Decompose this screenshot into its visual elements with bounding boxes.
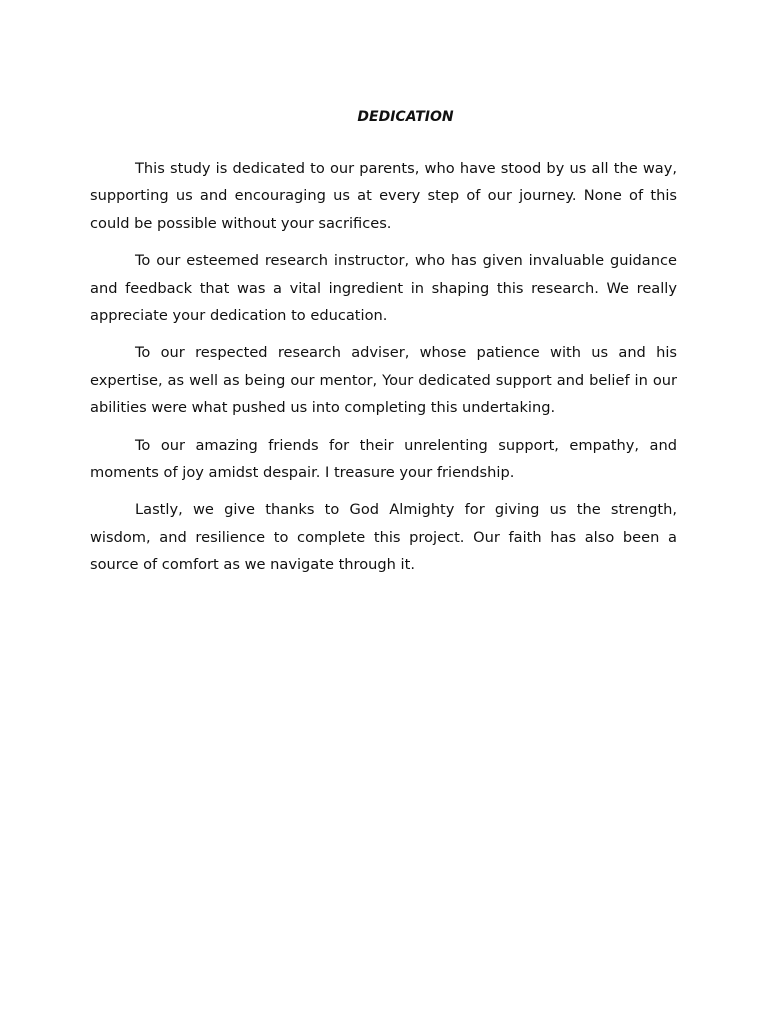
paragraph-god: Lastly, we give thanks to God Almighty for giving us the strength, wisdom, and resilience to complete this project. Our faith has also been a source of comfort as we navigate through it. [90, 501, 677, 574]
paragraph-adviser: To our respected research adviser, whose patience with us and his expertise, as well as being our mentor, Your dedicated support and belief in our abilities were what pushed us into completing this undertaking. [90, 344, 677, 417]
paragraph-parents: This study is dedicated to our parents, who have stood by us all the way, supporting us and encouraging us at every step of our journey. None of this could be possible without your sacrifices. [90, 160, 677, 232]
paragraph-friends: To our amazing friends for their unrelenting support, empathy, and moments of joy amidst despair. I treasure your friendship. [90, 436, 677, 482]
page-title: DEDICATION [357, 109, 454, 125]
paragraph-instructor: To our esteemed research instructor, who has given invaluable guidance and feedback that was a vital ingredient in shaping this research. We really appreciate your dedication to education. [90, 252, 677, 325]
dedication-body [90, 155, 677, 589]
